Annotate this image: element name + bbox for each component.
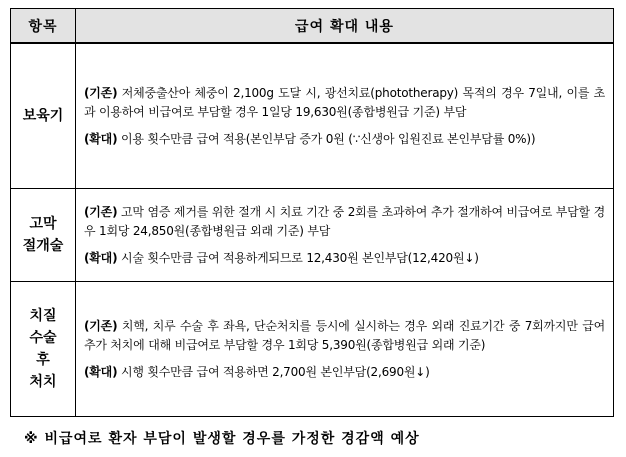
table-row — [11, 43, 614, 189]
existing-paragraph — [84, 203, 605, 241]
existing-tag: (기존) — [84, 204, 118, 219]
row-item-label: 치질 수술 후 처치 — [11, 282, 76, 417]
row-description — [76, 43, 614, 189]
row-description — [76, 189, 614, 282]
table-row — [11, 189, 614, 282]
coverage-expansion-table — [10, 8, 614, 417]
existing-paragraph — [84, 317, 605, 355]
existing-text: 치핵, 치루 수술 후 좌욕, 단순처치를 등시에 실시하는 경우 외래 진료기간 중 7회까지만 급여 추가 처치에 대해 비급여로 부담할 경우 1회당 5,390원(종합병원급 외래 기준) — [84, 318, 605, 352]
existing-text: 고막 염증 제거를 위한 절개 시 치료 기간 중 2회를 초과하여 추가 절개하여 비급여로 부담할 경우 1회당 24,850원(종합병원급 외래 기준) 부담 — [84, 204, 605, 238]
expanded-tag: (확대) — [84, 250, 118, 265]
expanded-text: 시행 횟수만큼 급여 적용하면 2,700원 본인부담(2,690원↓) — [117, 364, 430, 379]
expanded-text: 시술 횟수만큼 급여 적용하게되므로 12,430원 본인부담(12,420원↓) — [117, 250, 479, 265]
header-content: 급여 확대 내용 — [76, 9, 614, 44]
expanded-text: 이용 횟수만큼 급여 적용(본인부담 증가 0원 (∵신생아 입원진료 본인부담률 0%)) — [117, 131, 536, 146]
row-item-label: 고막 절개술 — [11, 189, 76, 282]
existing-tag: (기존) — [84, 318, 118, 333]
table-row — [11, 282, 614, 417]
row-description — [76, 282, 614, 417]
expanded-paragraph — [84, 130, 605, 149]
existing-text: 저체중출산아 체중이 2,100g 도달 시, 광선치료(phototherapy) 목적의 경우 7일내, 이를 초과 이용하여 비급여로 부담할 경우 1일당 19,630원(종합병원급 기준) 부담 — [84, 85, 605, 119]
expanded-paragraph — [84, 249, 605, 268]
existing-paragraph — [84, 84, 605, 122]
header-item: 항목 — [11, 9, 76, 44]
existing-tag: (기존) — [84, 85, 118, 100]
expanded-paragraph — [84, 363, 605, 382]
row-item-label: 보육기 — [11, 43, 76, 189]
expanded-tag: (확대) — [84, 131, 118, 146]
footnote: ※ 비급여로 환자 부담이 발생할 경우를 가정한 경감액 예상 — [24, 431, 420, 447]
expanded-tag: (확대) — [84, 364, 118, 379]
header-row — [11, 9, 614, 44]
